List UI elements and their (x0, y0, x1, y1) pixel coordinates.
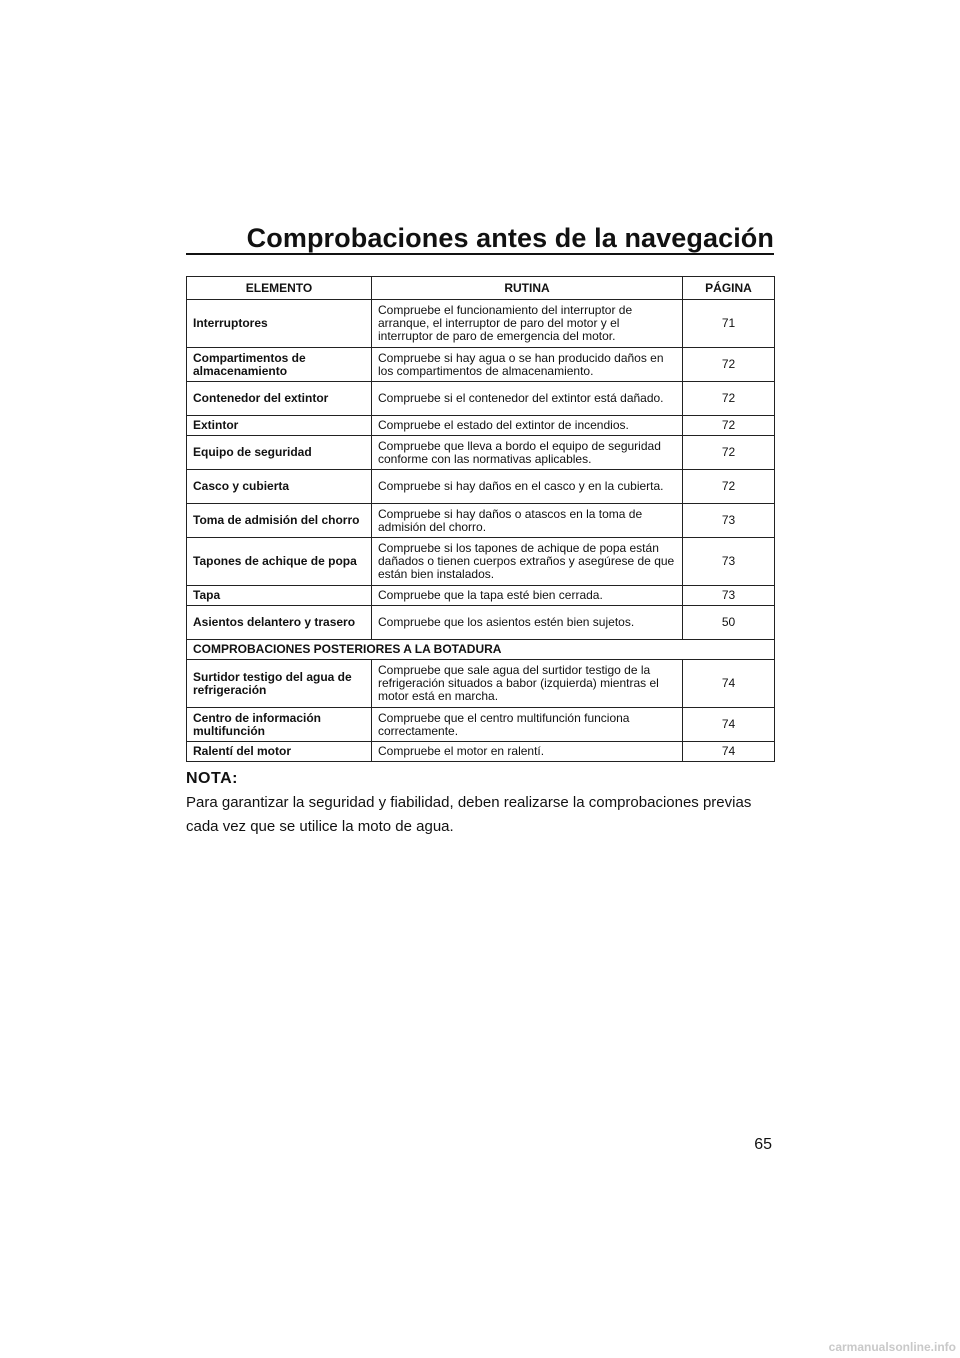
item-cell: Tapa (187, 586, 372, 606)
page-cell: 71 (683, 300, 775, 348)
section-heading-row (187, 640, 775, 660)
routine-cell: Compruebe que los asientos estén bien sujetos. (372, 606, 683, 640)
table-row (187, 586, 775, 606)
table-row (187, 416, 775, 436)
item-cell: Surtidor testigo del agua de refrigeración (187, 660, 372, 708)
page-cell: 73 (683, 504, 775, 538)
item-cell: Contenedor del extintor (187, 382, 372, 416)
table-row (187, 742, 775, 762)
item-cell: Ralentí del motor (187, 742, 372, 762)
page-cell: 74 (683, 708, 775, 742)
item-cell: Extintor (187, 416, 372, 436)
page-number: 65 (754, 1136, 772, 1153)
item-cell: Casco y cubierta (187, 470, 372, 504)
routine-cell: Compruebe que el centro multifunción funciona correctamente. (372, 708, 683, 742)
column-header-rutina: RUTINA (372, 277, 683, 300)
table-row (187, 300, 775, 348)
routine-cell: Compruebe si el contenedor del extintor está dañado. (372, 382, 683, 416)
page-cell: 73 (683, 538, 775, 586)
page-cell: 72 (683, 416, 775, 436)
pre-operation-checklist-table (186, 276, 775, 762)
routine-cell: Compruebe si hay agua o se han producido daños en los compartimentos de almacenamiento. (372, 348, 683, 382)
routine-cell: Compruebe el funcionamiento del interruptor de arranque, el interruptor de paro del motor y el interruptor de paro de emergencia del motor. (372, 300, 683, 348)
page-cell: 74 (683, 742, 775, 762)
watermark: carmanualsonline.info (828, 1340, 956, 1354)
note-label: NOTA: (186, 770, 238, 787)
routine-cell: Compruebe que la tapa esté bien cerrada. (372, 586, 683, 606)
item-cell: Asientos delantero y trasero (187, 606, 372, 640)
page-cell: 72 (683, 382, 775, 416)
table-row (187, 606, 775, 640)
table-row (187, 382, 775, 416)
table-row (187, 436, 775, 470)
table-row (187, 348, 775, 382)
page-cell: 72 (683, 436, 775, 470)
routine-cell: Compruebe el motor en ralentí. (372, 742, 683, 762)
routine-cell: Compruebe que sale agua del surtidor testigo de la refrigeración situados a babor (izquierda) mientras el motor está en marcha. (372, 660, 683, 708)
page-cell: 50 (683, 606, 775, 640)
note-text: Para garantizar la seguridad y fiabilidad, deben realizarse la comprobaciones previas cada vez que se utilice la moto de agua. (186, 794, 752, 835)
table-header-row (187, 277, 775, 300)
page-title: Comprobaciones antes de la navegación (246, 223, 774, 253)
page-cell: 74 (683, 660, 775, 708)
item-cell: Interruptores (187, 300, 372, 348)
routine-cell: Compruebe si hay daños o atascos en la toma de admisión del chorro. (372, 504, 683, 538)
column-header-pagina: PÁGINA (683, 277, 775, 300)
column-header-elemento: ELEMENTO (187, 277, 372, 300)
routine-cell: Compruebe si hay daños en el casco y en la cubierta. (372, 470, 683, 504)
routine-cell: Compruebe que lleva a bordo el equipo de seguridad conforme con las normativas aplicables. (372, 436, 683, 470)
title-rule (186, 253, 774, 255)
page-cell: 72 (683, 348, 775, 382)
item-cell: Equipo de seguridad (187, 436, 372, 470)
item-cell: Toma de admisión del chorro (187, 504, 372, 538)
routine-cell: Compruebe si los tapones de achique de popa están dañados o tienen cuerpos extraños y asegúrese de que están bien instalados. (372, 538, 683, 586)
page-cell: 72 (683, 470, 775, 504)
table-row (187, 504, 775, 538)
table-row (187, 470, 775, 504)
item-cell: Tapones de achique de popa (187, 538, 372, 586)
item-cell: Compartimentos de almacenamiento (187, 348, 372, 382)
item-cell: Centro de información multifunción (187, 708, 372, 742)
section-heading: COMPROBACIONES POSTERIORES A LA BOTADURA (187, 640, 775, 660)
table-row (187, 538, 775, 586)
table-row (187, 660, 775, 708)
routine-cell: Compruebe el estado del extintor de incendios. (372, 416, 683, 436)
table-row (187, 708, 775, 742)
page-cell: 73 (683, 586, 775, 606)
